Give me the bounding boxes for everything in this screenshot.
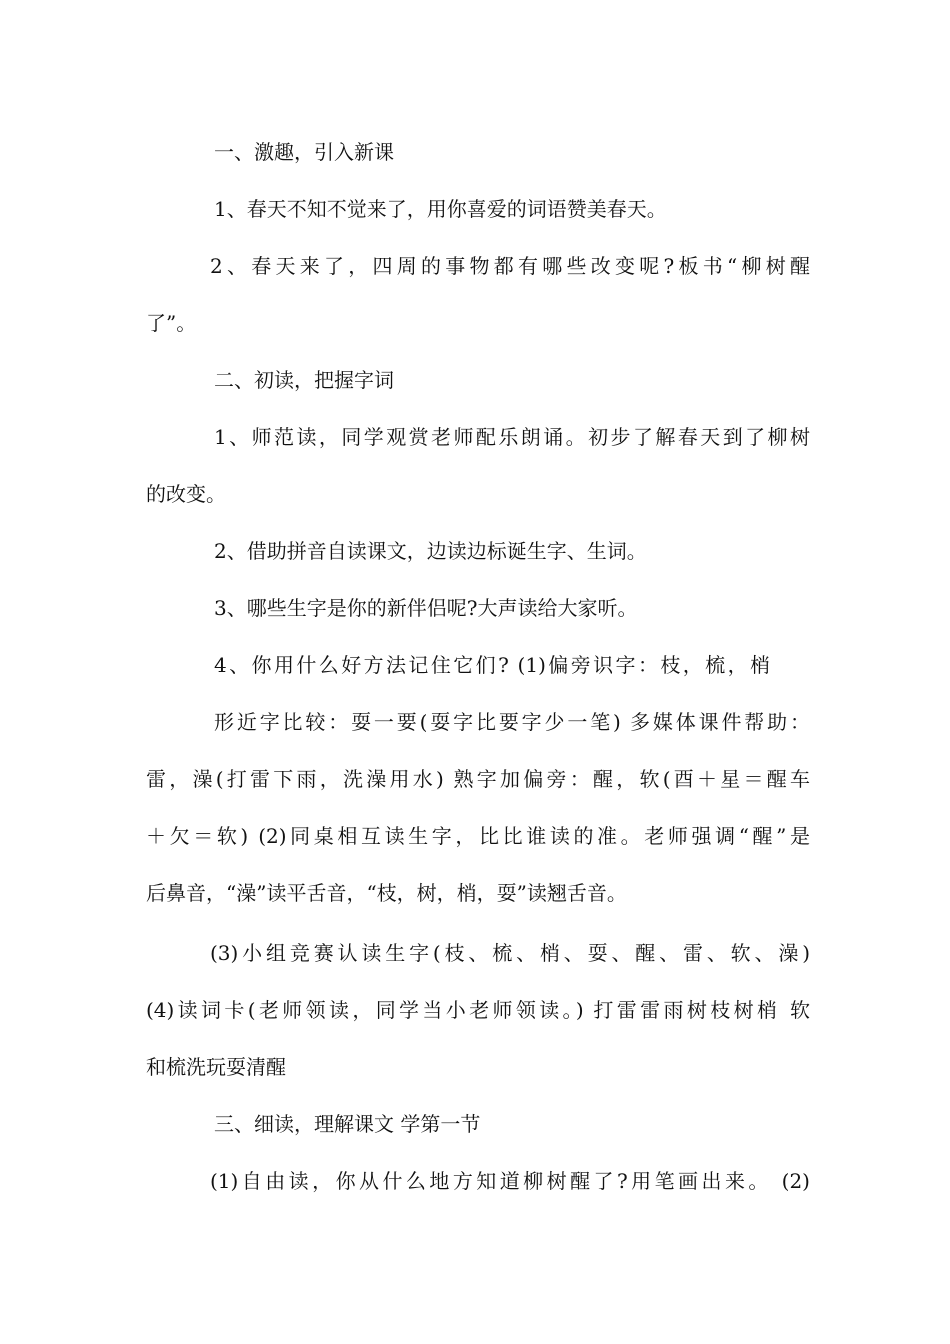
paragraph-line: (1)自由读，你从什么地方知道柳树醒了?用笔画出来。 (2) — [210, 1169, 810, 1193]
paragraph-line: 形近字比较：耍一要(耍字比要字少一笔) 多媒体课件帮助： — [214, 710, 810, 734]
section-heading-3: 三、细读，理解课文 学第一节 — [214, 1112, 481, 1136]
paragraph-line: 雷，澡(打雷下雨，洗澡用水) 熟字加偏旁：醒，软(酉＋星＝醒车 — [146, 767, 810, 791]
paragraph-line: 后鼻音，“澡”读平舌音，“枝，树，梢，耍”读翘舌音。 — [146, 881, 627, 905]
paragraph-line: 1、师范读，同学观赏老师配乐朗诵。初步了解春天到了柳树 — [214, 425, 810, 449]
section-heading-2: 二、初读，把握字词 — [214, 368, 394, 392]
paragraph-line: 4、你用什么好方法记住它们? (1)偏旁识字：枝，梳，梢 — [214, 653, 770, 677]
paragraph-line: (3)小组竞赛认读生字(枝、梳、梢、耍、醒、雷、软、澡) — [210, 941, 810, 965]
paragraph-line: 1、春天不知不觉来了，用你喜爱的词语赞美春天。 — [214, 197, 667, 221]
paragraph-line: 的改变。 — [146, 482, 226, 506]
paragraph-line: 了”。 — [146, 311, 197, 335]
section-heading-1: 一、激趣，引入新课 — [214, 140, 394, 164]
paragraph-line: 2、借助拼音自读课文，边读边标诞生字、生词。 — [214, 539, 647, 563]
paragraph-line: ＋欠＝软) (2)同桌相互读生字，比比谁读的准。老师强调“醒”是 — [146, 824, 810, 848]
paragraph-line: 和梳洗玩耍清醒 — [146, 1055, 286, 1079]
paragraph-line: 3、哪些生字是你的新伴侣呢?大声读给大家听。 — [214, 596, 638, 620]
paragraph-line: (4)读词卡(老师领读，同学当小老师领读。) 打雷雷雨树枝树梢 软 — [146, 998, 810, 1022]
paragraph-line: 2、春天来了，四周的事物都有哪些改变呢?板书“柳树醒 — [210, 254, 810, 278]
